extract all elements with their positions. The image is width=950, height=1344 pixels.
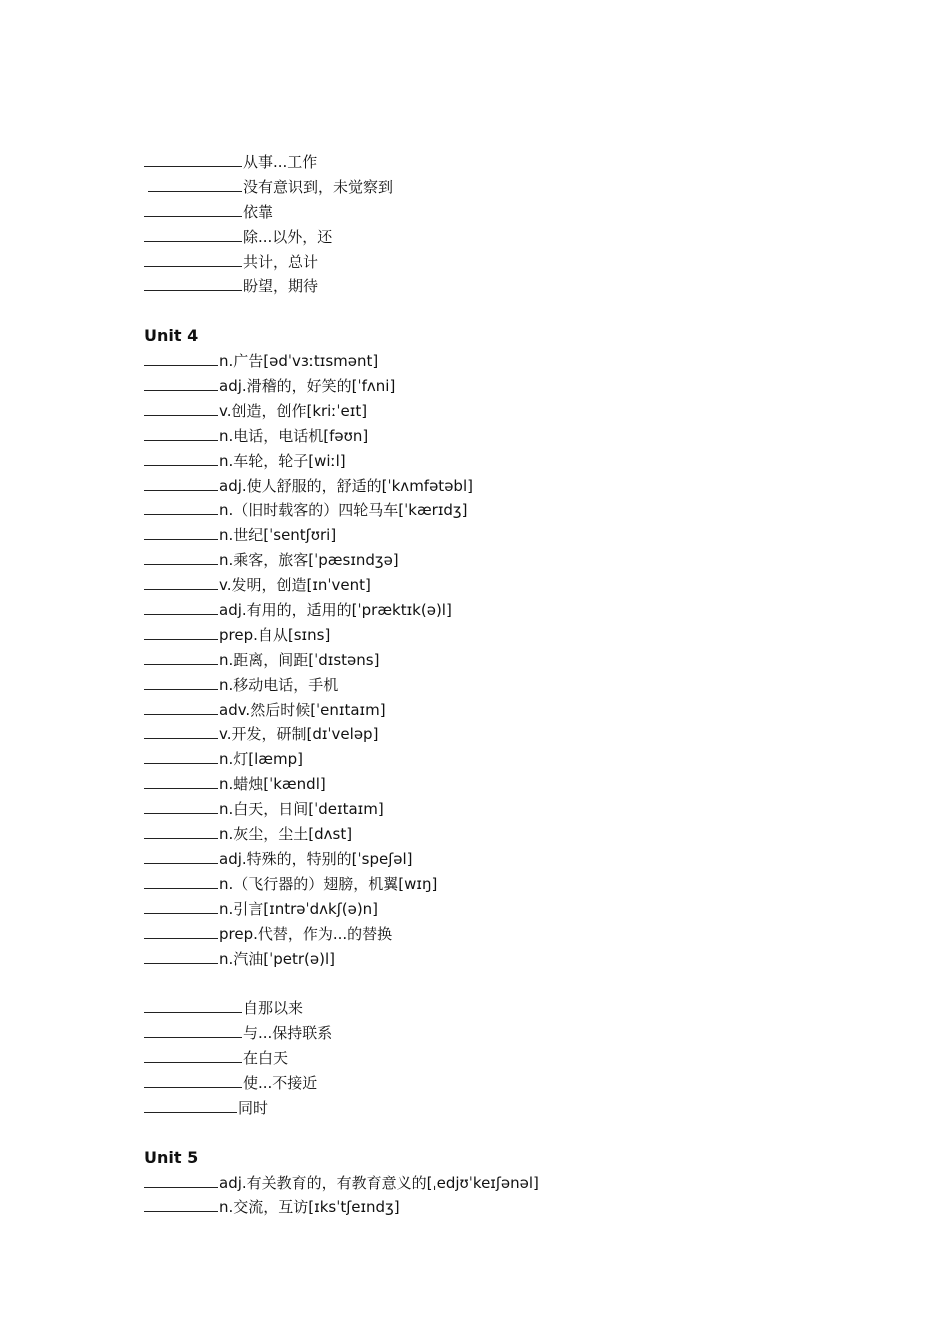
phrase-row [144, 1071, 904, 1096]
word-definition: n.交流，互访[ɪksˈtʃeɪndʒ] [219, 1198, 400, 1217]
answer-blank[interactable] [144, 1097, 237, 1113]
word-definition: v.发明，创造[ɪnˈvent] [219, 576, 371, 595]
answer-blank[interactable] [144, 997, 242, 1013]
phrase-meaning: 自那以来 [243, 999, 304, 1018]
word-definition: prep.自从[sɪns] [219, 625, 331, 644]
word-definition: adj.特殊的，特别的[ˈspeʃəl] [219, 849, 413, 868]
answer-blank[interactable] [144, 723, 218, 739]
answer-blank[interactable] [144, 848, 218, 864]
answer-blank[interactable] [144, 1072, 242, 1088]
word-row [144, 772, 904, 797]
answer-blank[interactable] [144, 773, 218, 789]
word-row [144, 449, 904, 474]
answer-blank[interactable] [144, 151, 242, 167]
answer-blank[interactable] [144, 1022, 242, 1038]
word-definition: adj.有用的，适用的[ˈpræktɪk(ə)l] [219, 601, 452, 620]
answer-blank[interactable] [148, 176, 242, 192]
word-row [144, 573, 904, 598]
word-definition: n.（旧时载客的）四轮马车[ˈkærɪdʒ] [219, 501, 468, 520]
answer-blank[interactable] [144, 350, 218, 366]
word-definition: n.电话，电话机[fəʊn] [219, 426, 369, 445]
unit-5-word-list [144, 1171, 904, 1221]
phrase-meaning: 同时 [238, 1098, 269, 1117]
word-row [144, 623, 904, 648]
answer-blank[interactable] [144, 748, 218, 764]
word-row [144, 673, 904, 698]
phrase-row [144, 225, 904, 250]
word-row [144, 523, 904, 548]
word-row [144, 1171, 904, 1196]
word-definition: adj.使人舒服的，舒适的[ˈkʌmfətəbl] [219, 476, 473, 495]
answer-blank[interactable] [144, 948, 218, 964]
answer-blank[interactable] [144, 649, 218, 665]
word-definition: n.灯[læmp] [219, 750, 304, 769]
word-row [144, 872, 904, 897]
word-row [144, 598, 904, 623]
vocabulary-worksheet [144, 150, 904, 1220]
word-row [144, 698, 904, 723]
answer-blank[interactable] [144, 475, 218, 491]
answer-blank[interactable] [144, 251, 242, 267]
word-definition: n.乘客，旅客[ˈpæsɪndʒə] [219, 551, 399, 570]
word-definition: adj.滑稽的，好笑的[ˈfʌni] [219, 377, 396, 396]
phrase-meaning: 在白天 [243, 1049, 289, 1068]
word-row [144, 922, 904, 947]
answer-blank[interactable] [144, 549, 218, 565]
word-row [144, 947, 904, 972]
unit-5-heading: Unit 5 [144, 1147, 199, 1167]
phrase-meaning: 除...以外，还 [243, 227, 333, 246]
phrase-row [144, 175, 904, 200]
word-row [144, 1195, 904, 1220]
word-definition: v.开发，研制[dɪˈveləp] [219, 725, 379, 744]
answer-blank[interactable] [144, 201, 242, 217]
answer-blank[interactable] [144, 674, 218, 690]
answer-blank[interactable] [144, 798, 218, 814]
phrase-meaning: 盼望，期待 [243, 277, 319, 296]
phrase-meaning: 没有意识到，未觉察到 [243, 177, 394, 196]
word-row [144, 847, 904, 872]
answer-blank[interactable] [144, 923, 218, 939]
word-row [144, 822, 904, 847]
answer-blank[interactable] [144, 275, 242, 291]
answer-blank[interactable] [144, 226, 242, 242]
phrase-row [144, 1046, 904, 1071]
answer-blank[interactable] [144, 400, 218, 416]
phrase-meaning: 与...保持联系 [243, 1024, 333, 1043]
phrase-meaning: 从事...工作 [243, 153, 318, 171]
word-row [144, 498, 904, 523]
answer-blank[interactable] [144, 699, 218, 715]
word-row [144, 399, 904, 424]
answer-blank[interactable] [144, 1172, 218, 1188]
word-definition: n.世纪[ˈsentʃʊri] [219, 526, 337, 545]
word-row [144, 648, 904, 673]
word-definition: n.引言[ɪntrəˈdʌkʃ(ə)n] [219, 899, 379, 918]
answer-blank[interactable] [144, 574, 218, 590]
unit-4-word-list [144, 349, 904, 971]
word-definition: n.白天，日间[ˈdeɪtaɪm] [219, 800, 384, 819]
unit-4-phrase-list [144, 996, 904, 1120]
answer-blank[interactable] [144, 624, 218, 640]
word-row [144, 797, 904, 822]
word-definition: n.移动电话，手机 [219, 675, 339, 694]
word-row [144, 374, 904, 399]
word-definition: adv.然后时候[ˈenɪtaɪm] [219, 700, 386, 719]
answer-blank[interactable] [144, 599, 218, 615]
word-definition: n.车轮，轮子[wiːl] [219, 451, 346, 470]
phrase-row [144, 150, 904, 175]
word-definition: n.距离，间距[ˈdɪstəns] [219, 650, 380, 669]
phrase-row [144, 996, 904, 1021]
word-row [144, 424, 904, 449]
word-definition: prep.代替，作为...的替换 [219, 924, 393, 943]
answer-blank[interactable] [144, 450, 218, 466]
word-row [144, 349, 904, 374]
answer-blank[interactable] [144, 898, 218, 914]
word-definition: n.（飞行器的）翅膀，机翼[wɪŋ] [219, 874, 438, 893]
unit-4-heading: Unit 4 [144, 326, 199, 346]
phrase-meaning: 共计，总计 [243, 252, 319, 271]
answer-blank[interactable] [144, 375, 218, 391]
word-definition: n.广告[ədˈvɜːtɪsmənt] [219, 352, 379, 371]
word-definition: v.创造，创作[kriːˈeɪt] [219, 401, 368, 420]
answer-blank[interactable] [144, 1047, 242, 1063]
word-row [144, 897, 904, 922]
answer-blank[interactable] [144, 499, 218, 515]
phrase-row [144, 1021, 904, 1046]
word-definition: adj.有关教育的，有教育意义的[ˌedjʊˈkeɪʃənəl] [219, 1173, 539, 1192]
word-definition: n.汽油[ˈpetr(ə)l] [219, 949, 336, 968]
word-row [144, 722, 904, 747]
word-row [144, 474, 904, 499]
phrase-row [144, 250, 904, 275]
word-row [144, 548, 904, 573]
answer-blank[interactable] [144, 425, 218, 441]
answer-blank[interactable] [144, 873, 218, 889]
answer-blank[interactable] [144, 823, 218, 839]
phrase-row [144, 200, 904, 225]
answer-blank[interactable] [144, 524, 218, 540]
phrase-meaning: 使...不接近 [243, 1073, 318, 1092]
phrase-meaning: 依靠 [243, 202, 274, 221]
word-row [144, 747, 904, 772]
phrase-row [144, 1096, 904, 1121]
word-definition: n.蜡烛[ˈkændl] [219, 775, 326, 794]
word-definition: n.灰尘，尘土[dʌst] [219, 825, 353, 844]
phrase-row [144, 274, 904, 299]
answer-blank[interactable] [144, 1196, 218, 1212]
